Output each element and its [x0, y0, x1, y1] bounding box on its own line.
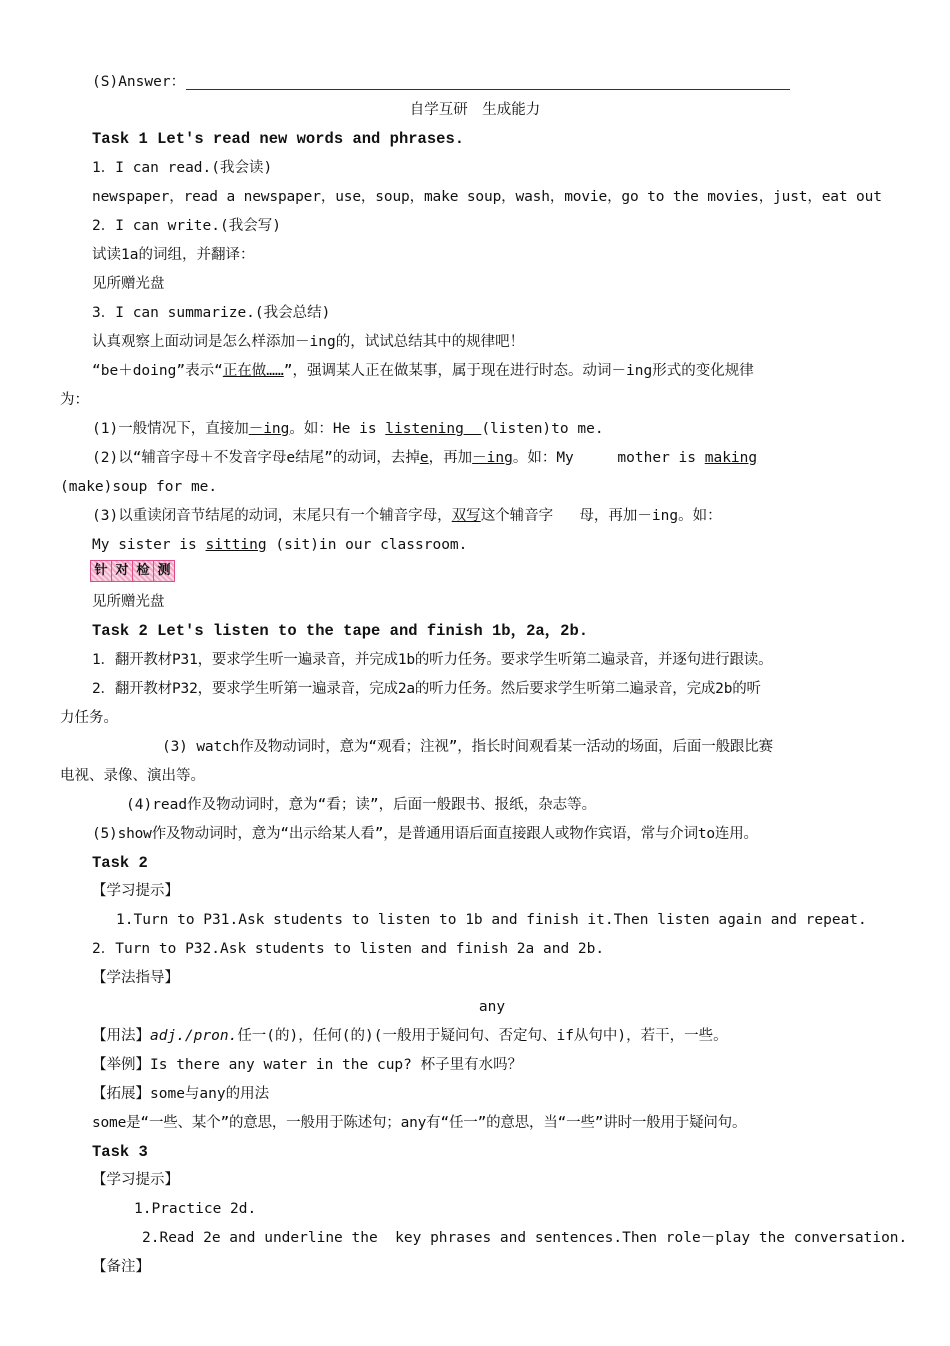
example-text: Is there any water in the cup? 杯子里有水吗？ — [150, 1057, 523, 1073]
task1-item3-label: 3．I can summarize.(我会总结) — [92, 305, 331, 321]
task3-hint1: 1.Practice 2d. — [134, 1201, 257, 1217]
task2b-hint1: 1.Turn to P31.Ask students to listen to 1b and finish it.Then listen again and repeat. — [116, 912, 867, 928]
task2-line2-cont: 力任务。 — [60, 710, 118, 726]
extend-detail: some是“一些、某个”的意思，一般用于陈述句；any有“任一”的意思，当“一些”讲时一般用于疑问句。 — [92, 1115, 747, 1131]
example-label: 【举例】 — [92, 1057, 150, 1073]
answer-blank-line — [186, 89, 790, 90]
rule-intro-cont: 为： — [60, 392, 89, 408]
task2-line2: 2．翻开教材P32，要求学生听第一遍录音，完成2a的听力任务。然后要求学生听第二遍录音，完成2b的听 — [92, 681, 761, 697]
task2b-hint-label: 【学习提示】 — [92, 883, 179, 899]
task2b-title: Task 2 — [92, 854, 148, 872]
rule2-text: (2)以“辅音字母＋不发音字母e结尾”的动词，去掉 — [92, 450, 420, 466]
rule3-example — [92, 535, 467, 555]
section-title: 自学互研 生成能力 — [409, 102, 541, 118]
task2-line3: (3) watch作及物动词时，意为“观看；注视”，指长时间观看某一活动的场面，后面一般跟比赛 — [162, 739, 773, 755]
rule1-text: 。如：He is — [289, 421, 386, 437]
rule3-text: My sister is — [92, 537, 206, 553]
rule3-text: 这个辅音字 母，再加－ing。如： — [480, 508, 722, 524]
rule3-answer: 双写 — [451, 508, 481, 524]
stamp-char: 检 — [133, 561, 154, 581]
task1-item2-label: 2．I can write.(我会写) — [92, 218, 281, 234]
rule-intro-text: ”，强调某人正在做某事，属于现在进行时态。动词－ing形式的变化规律 — [283, 363, 754, 379]
rule-intro-text: “be＋doing”表示“ — [92, 363, 223, 379]
rule3-text: (sit)in our classroom. — [266, 537, 468, 553]
task1-item1-label: 1．I can read.(我会读) — [92, 160, 273, 176]
rule3 — [92, 506, 722, 526]
extend-text: some与any的用法 — [150, 1086, 270, 1102]
rule2-cont: (make)soup for me. — [60, 479, 218, 495]
check-stamp — [90, 560, 175, 582]
usage-line — [92, 1026, 728, 1046]
rule2 — [92, 448, 757, 468]
rule2-text: ，再加 — [428, 450, 473, 466]
usage-text: 任一(的)，任何(的)(一般用于疑问句、否定句、if从句中)，若干，一些。 — [237, 1028, 728, 1044]
task1-item2-line2: 见所赠光盘 — [92, 276, 165, 292]
task2b-hint2: 2．Turn to P32.Ask students to listen and finish 2a and 2b. — [92, 941, 605, 957]
rule-intro — [92, 361, 754, 381]
task1-item1-words: newspaper，read a newspaper，use，soup，make soup，wash，movie，go to the movies，just，eat out — [92, 189, 882, 205]
task2-line1: 1．翻开教材P31，要求学生听一遍录音，并完成1b的听力任务。要求学生听第二遍录音，并逐句进行跟读。 — [92, 652, 773, 668]
task3-hint-label: 【学习提示】 — [92, 1172, 179, 1188]
rule-intro-answer: 正在做…… — [222, 363, 284, 379]
rule1-text: (listen)to me. — [481, 421, 604, 437]
rule2-answer: e — [419, 450, 429, 466]
stamp-char: 针 — [91, 561, 112, 581]
task3-hint2: 2.Read 2e and underline the key phrases and sentences.Then role－play the conversation. — [142, 1230, 908, 1246]
task1-item2-line1: 试读1a的词组，并翻译： — [92, 247, 255, 263]
rule1 — [92, 419, 604, 439]
rule2-text: 。如：My mother is — [512, 450, 705, 466]
rule2-answer: making — [704, 450, 758, 466]
keyword-any: any — [478, 999, 506, 1015]
rule1-answer: －ing — [248, 421, 290, 437]
rule3-text: (3)以重读闭音节结尾的动词，末尾只有一个辅音字母， — [92, 508, 452, 524]
answer-label: (S)Answer： — [92, 74, 186, 90]
task1-title: Task 1 Let's read new words and phrases. — [92, 130, 465, 148]
task1-item3-line1: 认真观察上面动词是怎么样添加－ing的，试试总结其中的规律吧！ — [92, 334, 525, 350]
task2-title: Task 2 Let's listen to the tape and finish 1b，2a，2b. — [92, 622, 589, 640]
rule1-answer: listening — [385, 421, 482, 437]
stamp-char: 测 — [154, 561, 174, 581]
stamp-char: 对 — [112, 561, 133, 581]
usage-label: 【用法】 — [92, 1028, 150, 1044]
task3-note-label: 【备注】 — [92, 1259, 150, 1275]
task3-title: Task 3 — [92, 1143, 148, 1161]
extend-line — [92, 1084, 269, 1104]
rule2-answer: －ing — [472, 450, 513, 466]
extend-label: 【拓展】 — [92, 1086, 150, 1102]
rule3-answer: sitting — [205, 537, 267, 553]
check-line: 见所赠光盘 — [92, 594, 165, 610]
usage-pos: adj./pron. — [150, 1028, 238, 1044]
task2b-guide-label: 【学法指导】 — [92, 970, 179, 986]
task2-line4: (4)read作及物动词时，意为“看；读”，后面一般跟书、报纸，杂志等。 — [126, 797, 597, 813]
rule1-text: (1)一般情况下，直接加 — [92, 421, 249, 437]
example-line — [92, 1055, 522, 1075]
task2-line3-cont: 电视、录像、演出等。 — [60, 768, 205, 784]
task2-line5: (5)show作及物动词时，意为“出示给某人看”，是普通用语后面直接跟人或物作宾语，常与介词to连用。 — [92, 826, 758, 842]
